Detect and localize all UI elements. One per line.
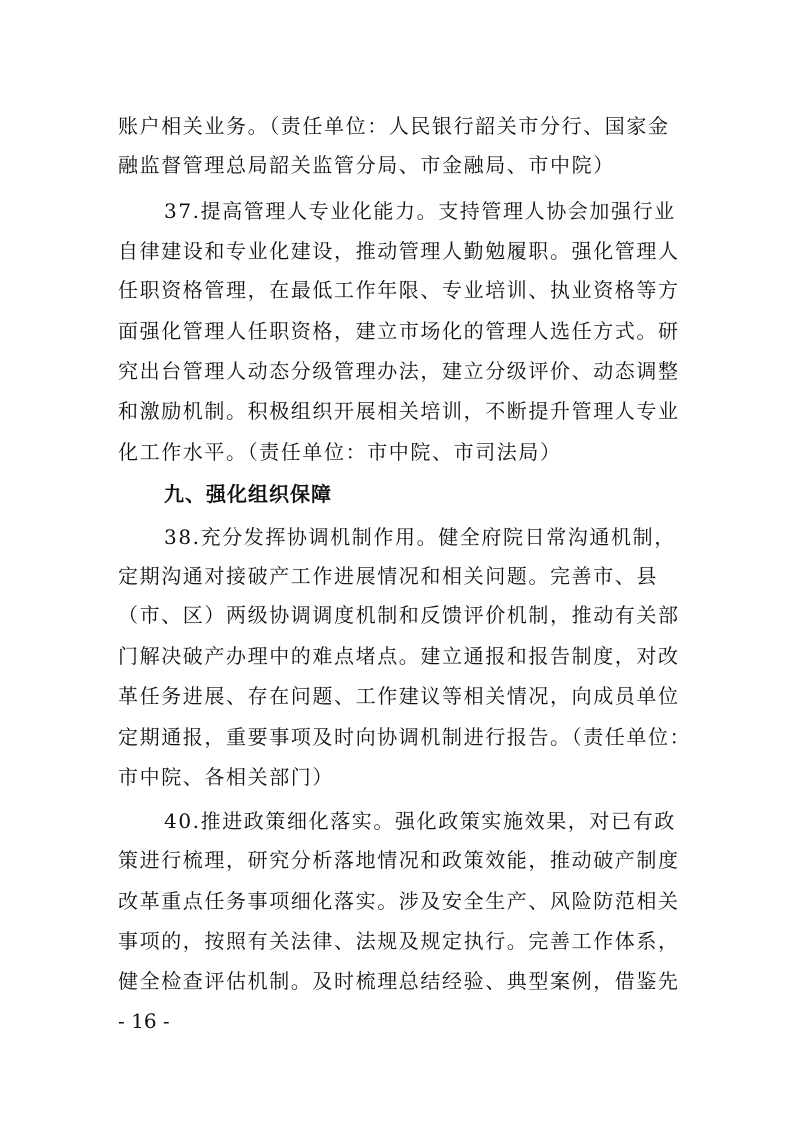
- body-text-line: 自律建设和专业化建设，推动管理人勤勉履职。强化管理人: [118, 239, 680, 263]
- section-heading: 九、强化组织保障: [164, 482, 332, 506]
- item-37-first-line: 37.提高管理人专业化能力。支持管理人协会加强行业: [164, 199, 676, 223]
- body-text-line: 任职资格管理，在最低工作年限、专业培训、执业资格等方: [118, 278, 680, 302]
- body-text-line: 账户相关业务。（责任单位：人民银行韶关市分行、国家金: [118, 114, 670, 138]
- body-text-line: 定期通报，重要事项及时向协调机制进行报告。（责任单位：: [118, 725, 692, 749]
- body-text-line: 策进行梳理，研究分析落地情况和政策效能，推动破产制度: [118, 848, 680, 872]
- body-text-line: 健全检查评估机制。及时梳理总结经验、典型案例，借鉴先: [118, 969, 680, 993]
- item-38-first-line: 38.充分发挥协调机制作用。健全府院日常沟通机制，: [164, 525, 676, 549]
- body-text-line: 事项的，按照有关法律、法规及规定执行。完善工作体系，: [118, 929, 680, 953]
- body-text-line: （市、区）两级协调调度机制和反馈评价机制，推动有关部: [118, 603, 680, 627]
- body-text-line: 面强化管理人任职资格，建立市场化的管理人选任方式。研: [118, 319, 680, 343]
- body-text-line: 定期沟通对接破产工作进展情况和相关问题。完善市、县: [118, 564, 658, 588]
- body-text-line: 革任务进展、存在问题、工作建议等相关情况，向成员单位: [118, 684, 680, 708]
- body-text-line: 化工作水平。（责任单位：市中院、市司法局）: [118, 440, 562, 464]
- body-text-line: 和激励机制。积极组织开展相关培训，不断提升管理人专业: [118, 399, 680, 423]
- item-40-first-line: 40.推进政策细化落实。强化政策实施效果，对已有政: [164, 809, 676, 833]
- page-number: - 16 -: [118, 1009, 170, 1033]
- body-text-line: 门解决破产办理中的难点堵点。建立通报和报告制度，对改: [118, 644, 680, 668]
- body-text-line: 改革重点任务事项细化落实。涉及安全生产、风险防范相关: [118, 889, 680, 913]
- body-text-line: 市中院、各相关部门）: [118, 765, 334, 789]
- body-text-line: 究出台管理人动态分级管理办法，建立分级评价、动态调整: [118, 359, 680, 383]
- body-text-line: 融监督管理总局韶关监管分局、市金融局、市中院）: [118, 153, 615, 177]
